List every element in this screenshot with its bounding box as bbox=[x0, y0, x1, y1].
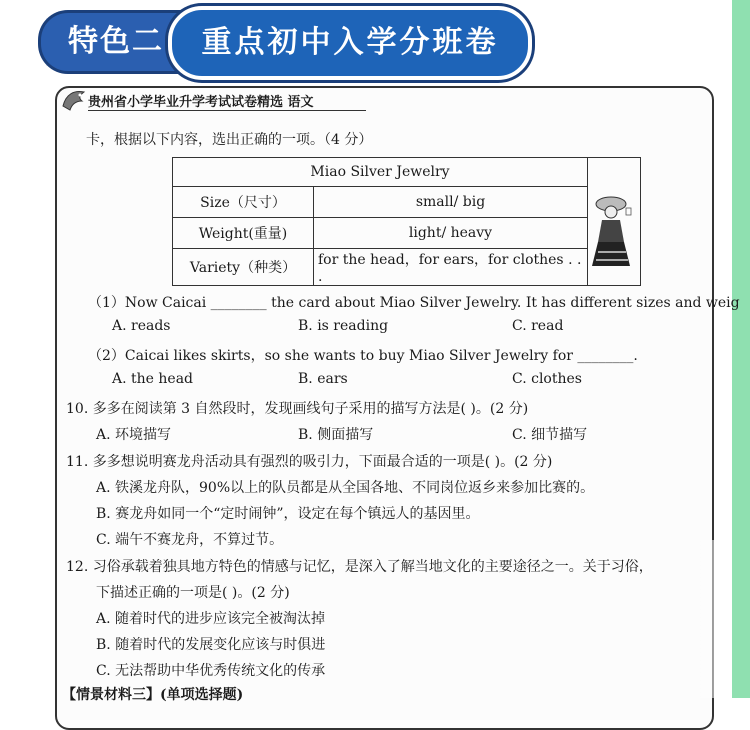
table-title: Miao Silver Jewelry bbox=[173, 158, 588, 187]
q12-option-b: B. 随着时代的发展变化应该与时俱进 bbox=[96, 637, 326, 653]
table-row bbox=[173, 187, 641, 218]
header-underline bbox=[88, 110, 366, 111]
q1-option-c: C. read bbox=[512, 318, 564, 334]
table-cell-label: Size（尺寸） bbox=[173, 187, 314, 218]
table-cell-value: for the head，for ears，for clothes . . . bbox=[314, 249, 588, 286]
q11-stem: 11. 多多想说明赛龙舟活动具有强烈的吸引力，下面最合适的一项是( )。(2 分) bbox=[66, 454, 553, 470]
q2-option-c: C. clothes bbox=[512, 371, 582, 387]
right-edge-fade bbox=[692, 540, 732, 698]
q2-option-b: B. ears bbox=[298, 371, 348, 387]
feature-tag: 特色二 bbox=[38, 10, 191, 74]
q10-option-a: A. 环境描写 bbox=[96, 427, 172, 443]
table-cell-value: small/ big bbox=[314, 187, 588, 218]
table-row bbox=[173, 218, 641, 249]
q11-option-a: A. 铁溪龙舟队，90%以上的队员都是从全国各地、不同岗位返乡来参加比赛的。 bbox=[96, 480, 595, 496]
table-row bbox=[173, 249, 641, 286]
q2-option-a: A. the head bbox=[112, 371, 193, 387]
q10-option-c: C. 细节描写 bbox=[512, 427, 588, 443]
q1-option-b: B. is reading bbox=[298, 318, 389, 334]
paper-header: 贵州省小学毕业升学考试试卷精选 语文 bbox=[88, 95, 314, 110]
banner-title: 重点初中入学分班卷 bbox=[168, 6, 532, 80]
question-intro: 卡，根据以下内容，选出正确的一项。（4 分） bbox=[86, 132, 373, 148]
jewelry-table bbox=[172, 157, 641, 286]
side-stripe bbox=[732, 0, 750, 698]
table-cell-label: Variety（种类） bbox=[173, 249, 314, 286]
q1-option-a: A. reads bbox=[112, 318, 171, 334]
q12-option-a: A. 随着时代的进步应该完全被淘汰掉 bbox=[96, 611, 326, 627]
q12-option-c: C. 无法帮助中华优秀传统文化的传承 bbox=[96, 663, 326, 679]
miao-costume-figure-icon bbox=[588, 194, 634, 274]
q11-option-b: B. 赛龙舟如同一个“定时闹钟”，设定在每个镇远人的基因里。 bbox=[96, 506, 480, 522]
q10-option-b: B. 侧面描写 bbox=[298, 427, 374, 443]
q12-stem-line1: 12. 习俗承载着独具地方特色的情感与记忆，是深入了解当地文化的主要途径之一。关于习俗， bbox=[66, 559, 653, 575]
section-footer: 【情景材料三】(单项选择题) bbox=[62, 687, 244, 703]
table-cell-value: light/ heavy bbox=[314, 218, 588, 249]
table-cell-label: Weight(重量) bbox=[173, 218, 314, 249]
q12-stem-line2: 下描述正确的一项是( )。(2 分) bbox=[96, 585, 290, 601]
q2-stem: （2）Caicai likes skirts，so she wants to buy Miao Silver Jewelry for ________. bbox=[88, 348, 638, 364]
dragon-logo-icon bbox=[60, 86, 88, 112]
q10-stem: 10. 多多在阅读第 3 自然段时，发现画线句子采用的描写方法是( )。(2 分) bbox=[66, 401, 529, 417]
q1-stem: （1）Now Caicai ________ the card about Miao Silver Jewelry. It has different sizes and weig bbox=[88, 295, 740, 311]
top-banner bbox=[0, 0, 750, 82]
q11-option-c: C. 端午不赛龙舟，不算过节。 bbox=[96, 532, 284, 548]
